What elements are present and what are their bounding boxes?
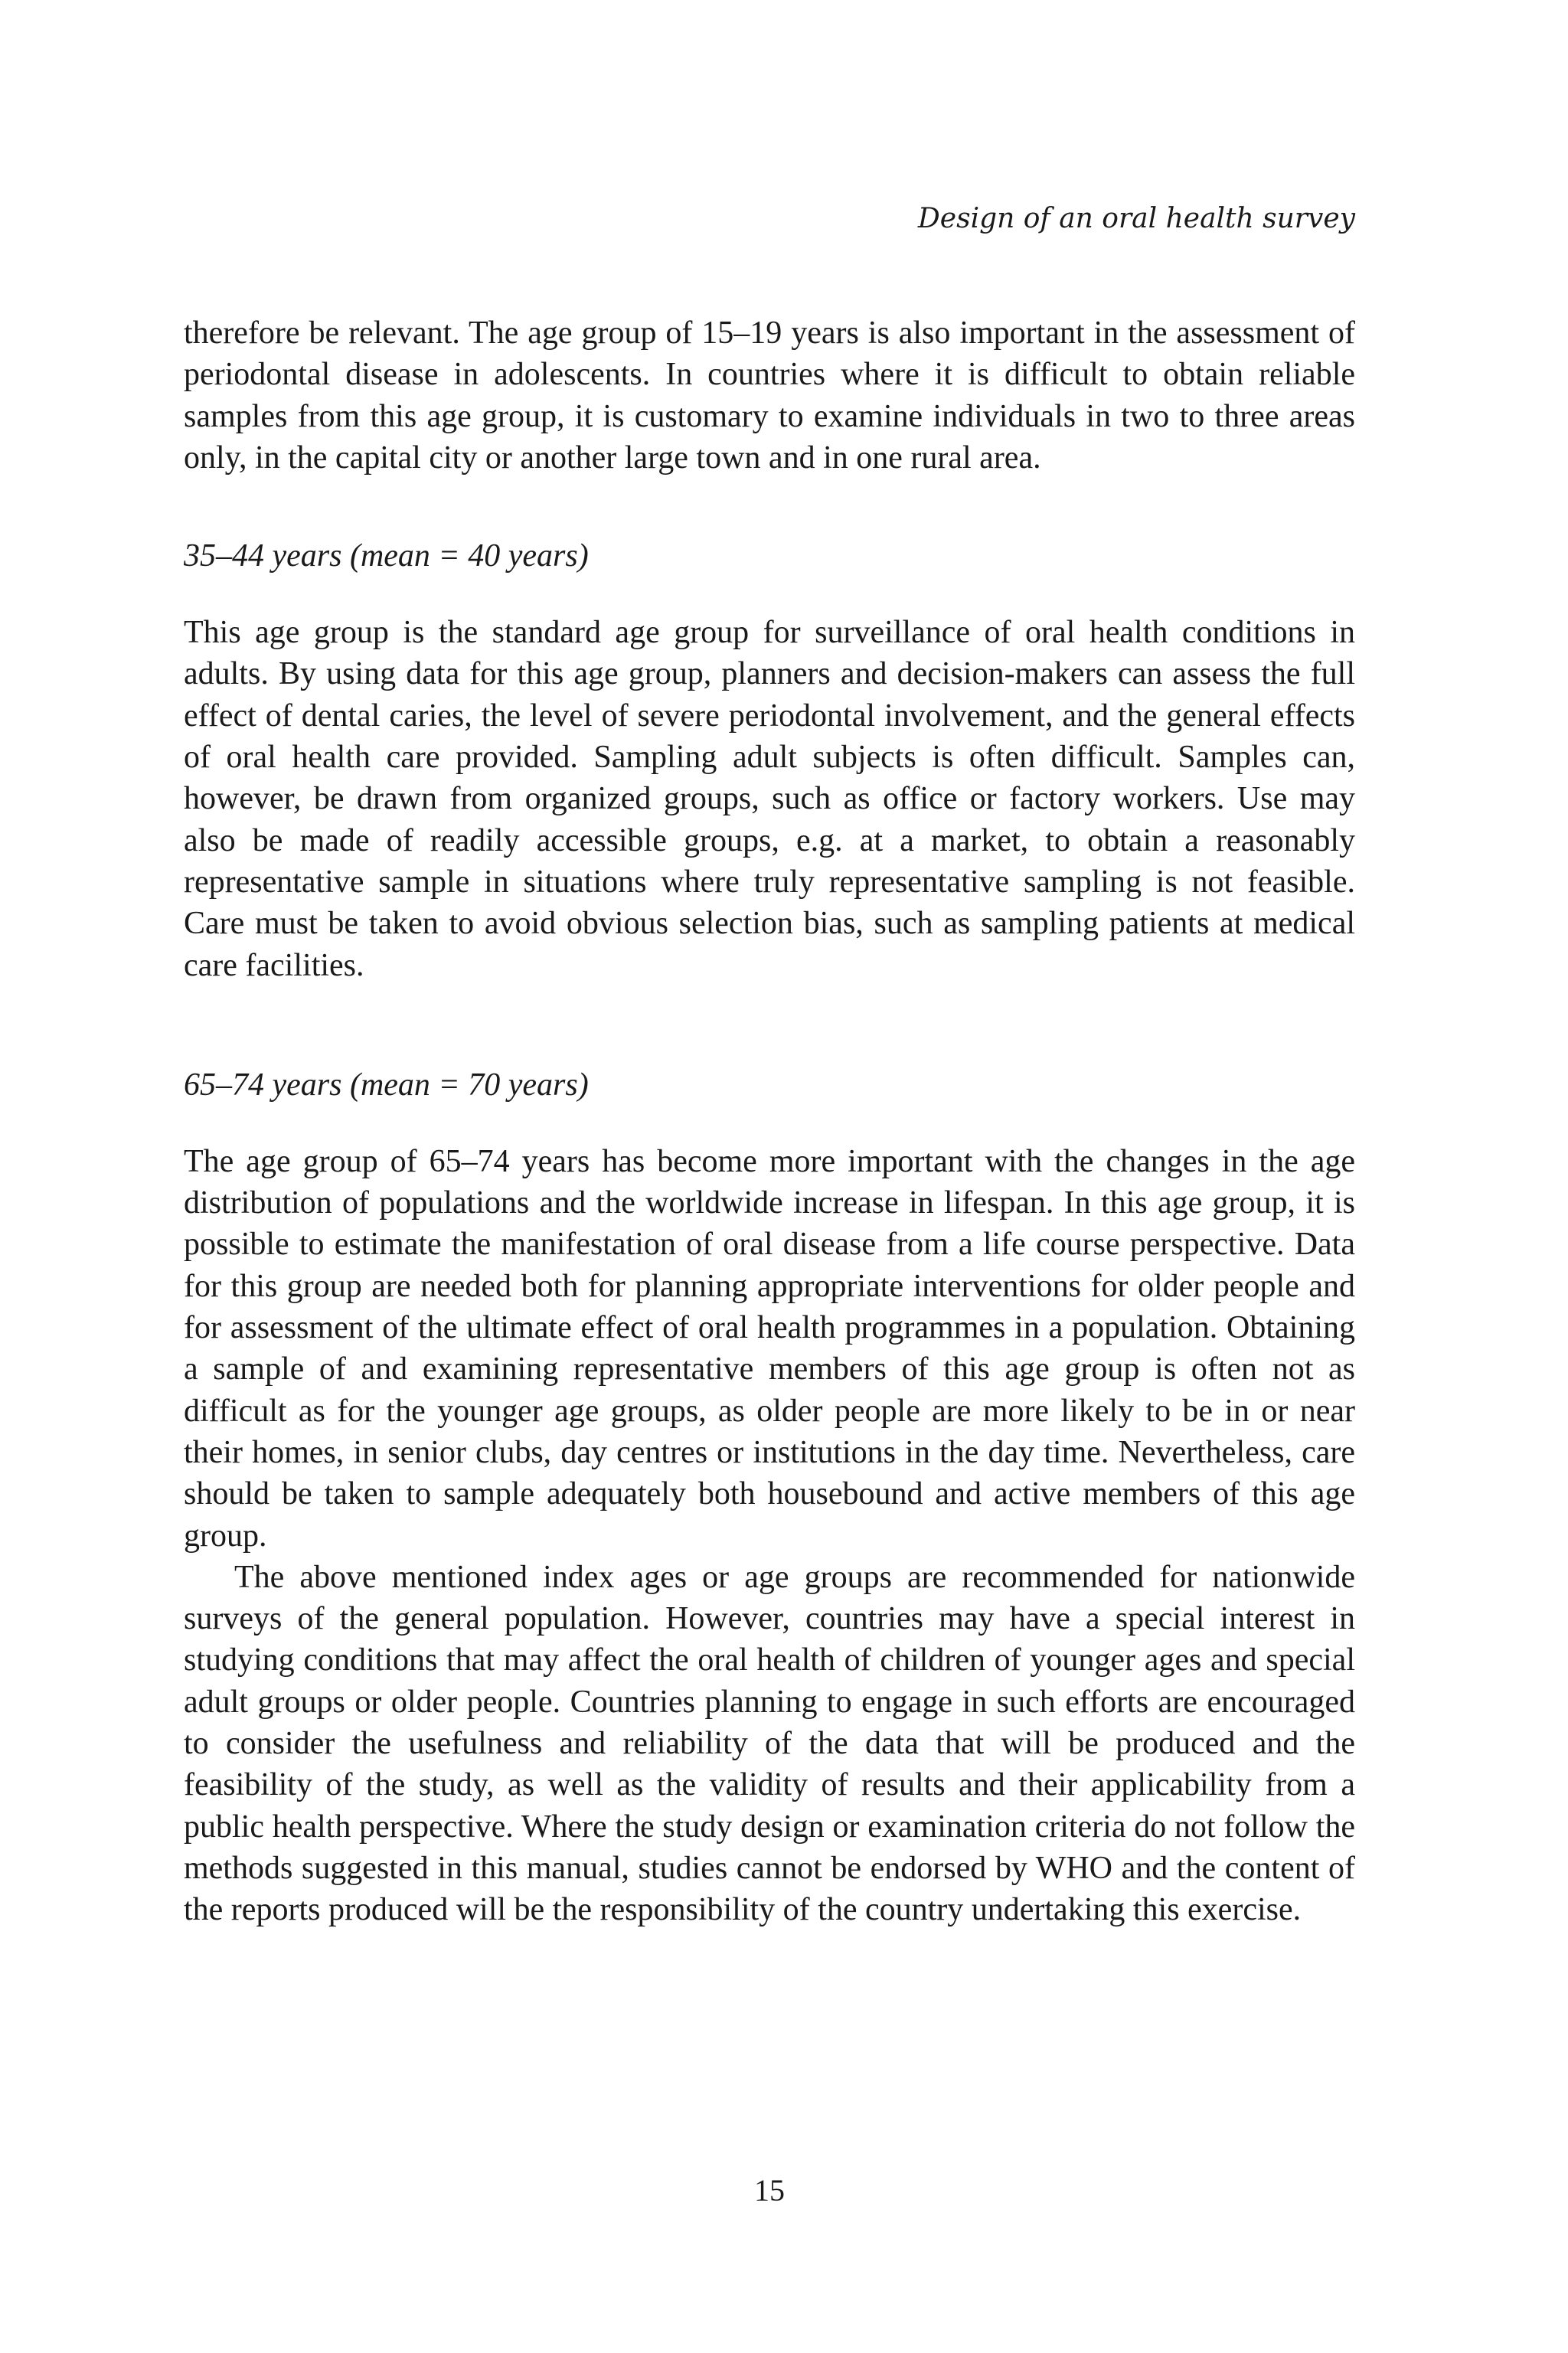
section-heading-65-74: 65–74 years (mean = 70 years) [184, 1067, 589, 1103]
paragraph-65-74: The age group of 65–74 years has become more important with the changes in the age distribution of populations and the worldwide increase in lifespan. In this age group, it is possible to estimate the manifestation of oral disease from a life course perspective. Data for this group are needed both for planning appropriate interventions for older people and for assessment of the ultimate effect of oral health programmes in a population. Obtaining a sample of and examining representative members of this age group is often not as difficult as for the younger age groups, as older people are more likely to be in or near their homes, in senior clubs, day centres or institutions in the day time. Nevertheless, care should be taken to sample adequately both housebound and active members of this age group. [184, 1143, 1355, 1554]
running-head: Design of an oral health survey [917, 203, 1355, 234]
document-page [184, 0, 1355, 2353]
paragraph-35-44: This age group is the standard age group for surveillance of oral health conditions in adults. By using data for this age group, planners and decision-makers can assess the full effect of dental caries, the level of severe periodontal involvement, and the general effects of oral health care provided. Sampling adult subjects is often difficult. Samples can, however, be drawn from organized groups, such as office or factory workers. Use may also be made of readily accessible groups, e.g. at a market, to obtain a reasonably representative sample in situations where truly representative sampling is not feasible. Care must be taken to avoid obvious selection bias, such as sampling patients at medical care facilities. [184, 615, 1355, 983]
section-heading-35-44: 35–44 years (mean = 40 years) [184, 538, 589, 574]
paragraph-intro: therefore be relevant. The age group of 15–19 years is also important in the assessment of periodontal disease in adolescents. In countries where it is difficult to obtain reliable samples from this age group, it is customary to examine individuals in two to three areas only, in the capital city or another large town and in one rural area. [184, 315, 1355, 476]
body-text [184, 312, 1355, 1931]
page-number: 15 [754, 2173, 785, 2208]
paragraph-closing: The above mentioned index ages or age groups are recommended for nationwide surveys of the general population. However, countries may have a special interest in studying conditions that may affect the oral health of children of younger ages and special adult groups or older people. Countries planning to engage in such efforts are encouraged to consider the usefulness and reliability of the data that will be produced and the feasibility of the study, as well as the validity of results and their applicability from a public health perspective. Where the study design or examination criteria do not follow the methods suggested in this manual, studies cannot be endorsed by WHO and the content of the reports produced will be the responsibility of the country undertaking this exercise. [184, 1559, 1355, 1928]
